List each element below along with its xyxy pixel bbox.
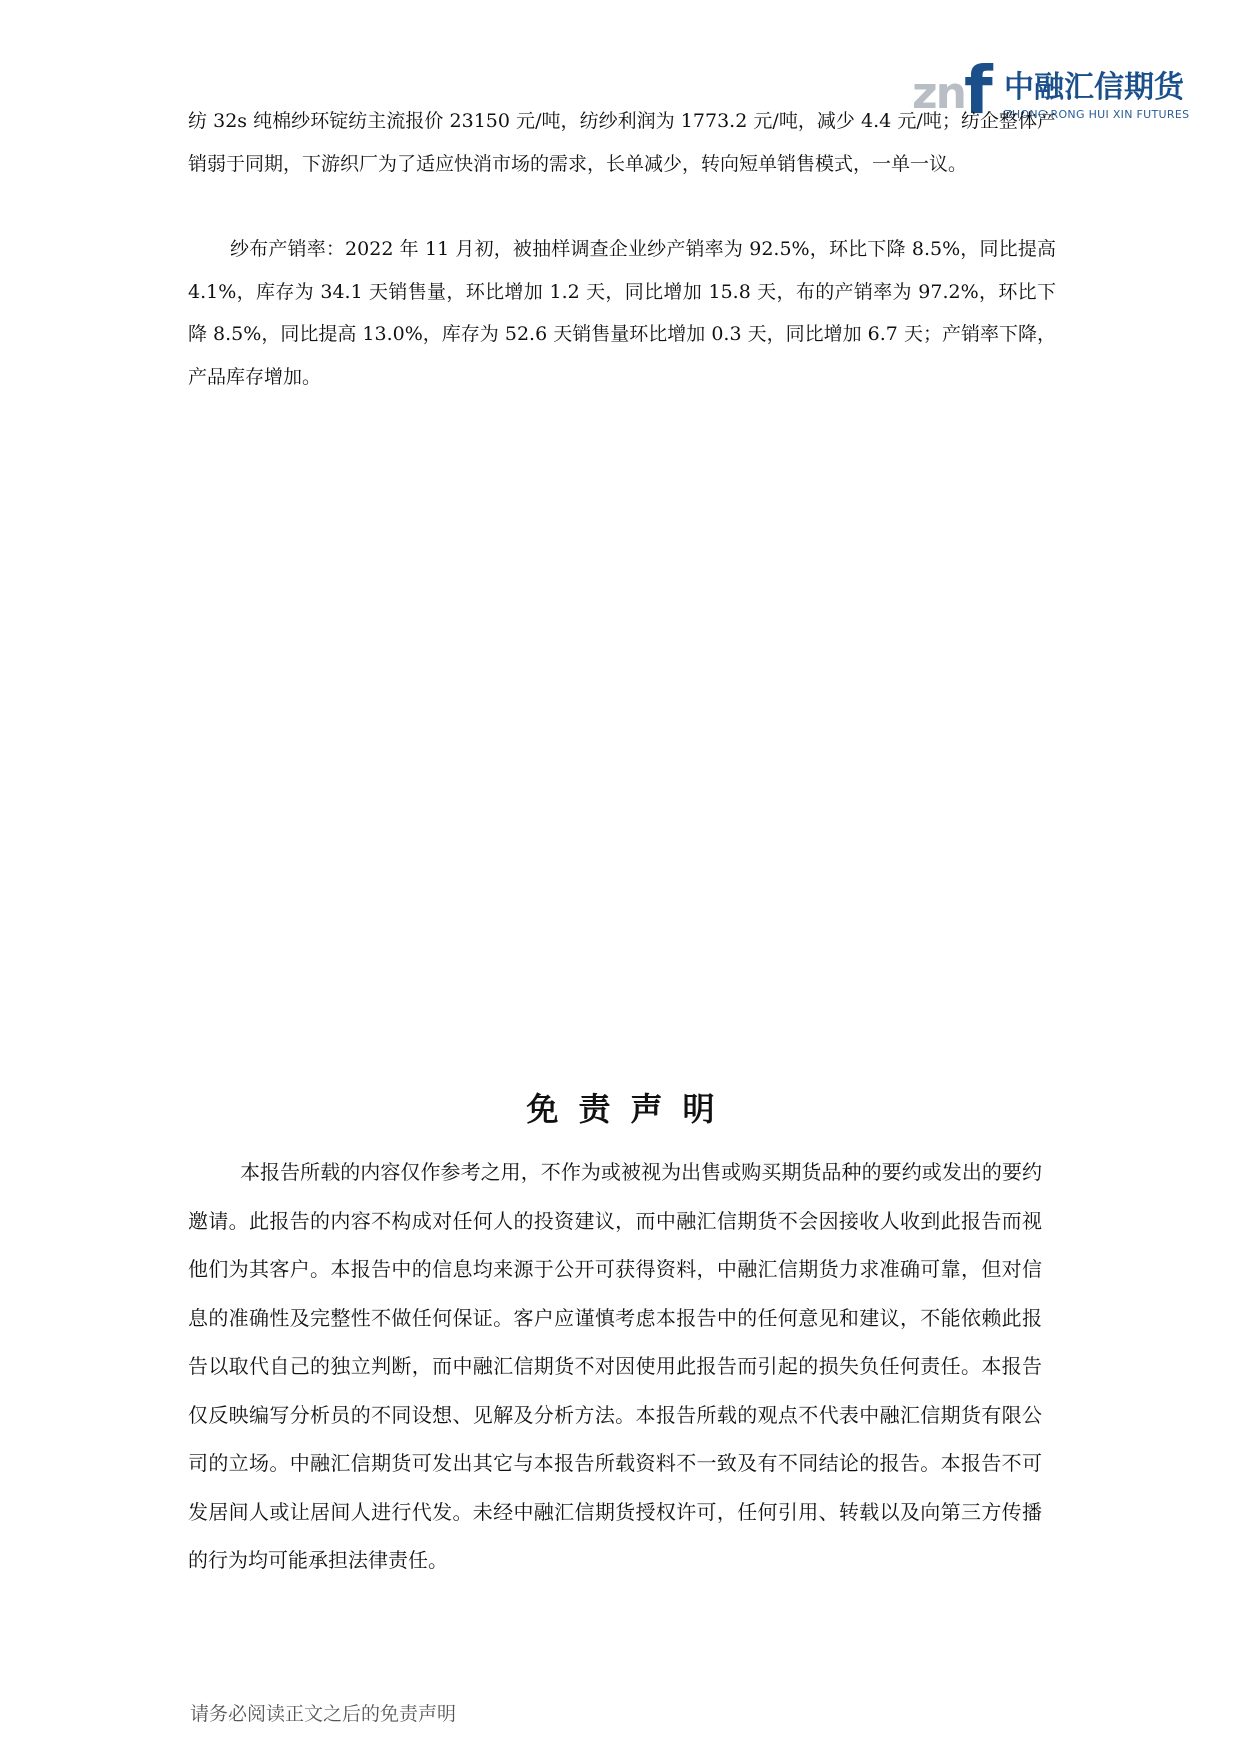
body-paragraph: 纺 32s 纯棉纱环锭纺主流报价 23150 元/吨，纺纱利润为 1773.2 元/吨，减少 4.4 元/吨；纺企整体产销弱于同期，下游织厂为了适应快消市场的需求，长单减少，转向短单销售模式，一单一议。 (188, 110, 1056, 175)
logo-company-name-en: ZHONG RONG HUI XIN FUTURES (1004, 108, 1190, 121)
page-footer: 请务必阅读正文之后的免责声明 (190, 1703, 457, 1725)
disclaimer-title: 免责声明 (526, 1090, 735, 1128)
logo-company-name: 中融汇信期货 (1004, 70, 1184, 105)
disclaimer-text: 本报告所载的内容仅作参考之用，不作为或被视为出售或购买期货品种的要约或发出的要约邀请。此报告的内容不构成对任何人的投资建议，而中融汇信期货不会因接收人收到此报告而视他们为其客户。本报告中的信息均来源于公开可获得资料，中融汇信期货力求准确可靠，但对信息的准确性及完整性不做任何保证。客户应谨慎考虑本报告中的任何意见和建议，不能依赖此报告以取代自己的独立判断，而中融汇信期货不对因使用此报告而引起的损失负任何责任。本报告仅反映编写分析员的不同设想、见解及分析方法。本报告所载的观点不代表中融汇信期货有限公司的立场。中融汇信期货可发出其它与本报告所载资料不一致及有不同结论的报告。本报告不可发居间人或让居间人进行代发。未经中融汇信期货授权许可，任何引用、转载以及向第三方传播的行为均可能承担法律责任。 (188, 1160, 1042, 1572)
body-paragraph: 纱布产销率：2022 年 11 月初，被抽样调查企业纱产销率为 92.5%，环比下降 8.5%，同比提高 4.1%，库存为 34.1 天销售量，环比增加 1.2 天，同比增加 15.8 天，布的产销率为 97.2%，环比下降 8.5%，同比提高 13.0%，库存为 52.6 天销售量环比增加 0.3 天，同比增加 6.7 天；产销率下降，产品库存增加。 (188, 238, 1056, 388)
logo-mark: zn (912, 68, 965, 119)
logo-letter: f (964, 52, 993, 129)
